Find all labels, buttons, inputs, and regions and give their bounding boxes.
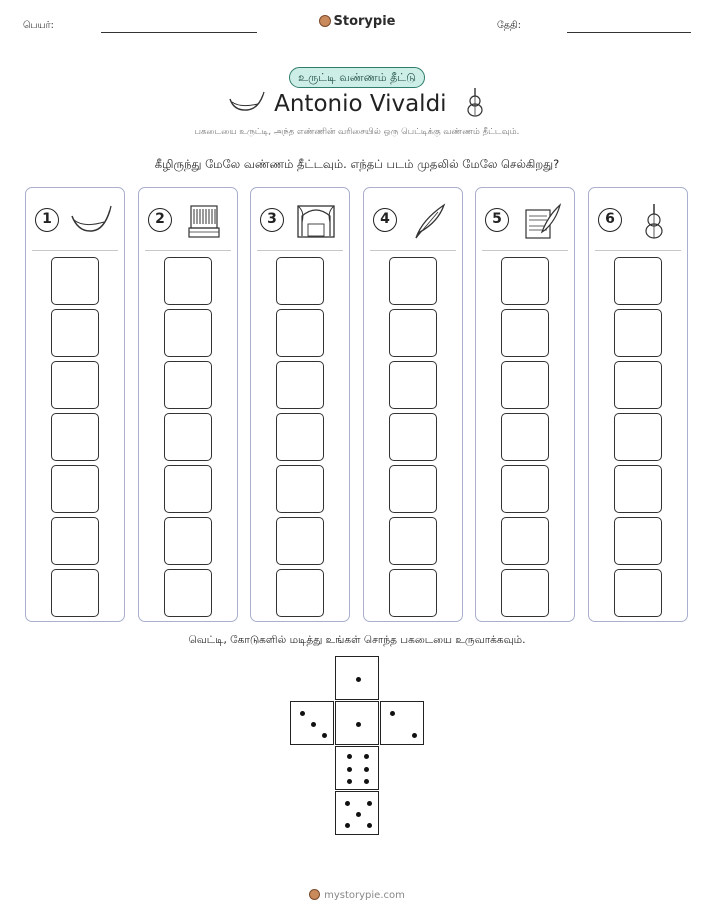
dice-pip (356, 677, 361, 682)
column-divider (145, 250, 231, 251)
dice-pip (347, 767, 352, 772)
date-label: தேதி: (497, 20, 521, 31)
dice-pip (322, 733, 327, 738)
color-box[interactable] (276, 361, 324, 409)
column-divider (32, 250, 118, 251)
color-box[interactable] (501, 257, 549, 305)
column-6 (588, 187, 688, 622)
color-box[interactable] (501, 413, 549, 461)
column-divider (257, 250, 343, 251)
color-box[interactable] (276, 257, 324, 305)
dice-pip (367, 801, 372, 806)
color-box[interactable] (389, 569, 437, 617)
column-number: 5 (485, 208, 509, 232)
dice-pip (364, 779, 369, 784)
dice-face-1 (335, 656, 379, 700)
title-text: Antonio Vivaldi (274, 91, 447, 117)
dice-pip (345, 801, 350, 806)
dice-pip (412, 733, 417, 738)
column-divider (482, 250, 568, 251)
column-number: 6 (598, 208, 622, 232)
color-box[interactable] (164, 465, 212, 513)
footer (0, 889, 714, 901)
color-box[interactable] (51, 309, 99, 357)
color-box[interactable] (389, 413, 437, 461)
color-box[interactable] (164, 569, 212, 617)
color-box[interactable] (501, 309, 549, 357)
column-2 (138, 187, 238, 622)
color-box[interactable] (389, 257, 437, 305)
color-box[interactable] (501, 569, 549, 617)
color-box[interactable] (276, 517, 324, 565)
page-title (0, 87, 714, 117)
color-box[interactable] (164, 413, 212, 461)
color-box[interactable] (501, 361, 549, 409)
date-field-line[interactable] (567, 32, 691, 33)
bear-footer-icon (309, 889, 320, 900)
column-divider (370, 250, 456, 251)
dice-pip (356, 812, 361, 817)
theater-stage-icon (295, 202, 337, 240)
subtitle: பகடையை உருட்டி, அந்த எண்ணின் வரிசையில் ஒரு பெட்டிக்கு வண்ணம் தீட்டவும். (194, 127, 520, 137)
column-number: 4 (373, 208, 397, 232)
dice-pip (311, 722, 316, 727)
column-4 (363, 187, 463, 622)
dice-pip (364, 767, 369, 772)
dice-net (290, 656, 424, 836)
dice-face-6 (335, 746, 379, 790)
color-box[interactable] (614, 309, 662, 357)
dice-pip (300, 711, 305, 716)
color-box[interactable] (614, 361, 662, 409)
gondola-icon (228, 91, 266, 115)
dice-pip (347, 779, 352, 784)
violin-icon (633, 202, 675, 240)
color-box[interactable] (51, 413, 99, 461)
activity-badge: உருட்டி வண்ணம் தீட்டு (289, 67, 425, 88)
color-box[interactable] (614, 257, 662, 305)
color-box[interactable] (51, 361, 99, 409)
column-number: 2 (148, 208, 172, 232)
gondola-icon (70, 202, 112, 240)
color-box[interactable] (276, 309, 324, 357)
dice-pip (364, 754, 369, 759)
quill-feather-icon (408, 202, 450, 240)
dice-pip (390, 711, 395, 716)
footer-url: mystorypie.com (324, 890, 405, 901)
bear-logo-icon (319, 15, 331, 27)
column-1 (25, 187, 125, 622)
violin-icon (464, 87, 486, 117)
color-box[interactable] (389, 309, 437, 357)
dice-face-2 (380, 701, 424, 745)
column-number: 1 (35, 208, 59, 232)
column-5 (475, 187, 575, 622)
dice-face-1 (335, 701, 379, 745)
color-box[interactable] (389, 465, 437, 513)
color-box[interactable] (164, 257, 212, 305)
name-label: பெயர்: (23, 20, 54, 31)
color-box[interactable] (389, 517, 437, 565)
dice-face-3 (290, 701, 334, 745)
color-box[interactable] (614, 465, 662, 513)
color-box[interactable] (276, 569, 324, 617)
column-3 (250, 187, 350, 622)
sheet-music-quill-icon (520, 202, 562, 240)
dice-pip (367, 823, 372, 828)
color-box[interactable] (51, 465, 99, 513)
name-field-line[interactable] (101, 32, 257, 33)
color-box[interactable] (51, 569, 99, 617)
color-box[interactable] (276, 465, 324, 513)
question: கீழிருந்து மேலே வண்ணம் தீட்டவும். எந்தப் படம் முதலில் மேலே செல்கிறது? (154, 157, 560, 171)
color-box[interactable] (614, 517, 662, 565)
dice-pip (345, 823, 350, 828)
dice-pip (347, 754, 352, 759)
dice-instruction: வெட்டி, கோடுகளில் மடித்து உங்கள் சொந்த பகடையை உருவாக்கவும். (188, 634, 526, 646)
color-box[interactable] (614, 569, 662, 617)
logo-text: Storypie (333, 14, 396, 29)
storypie-logo (0, 14, 714, 29)
color-box[interactable] (276, 413, 324, 461)
color-box[interactable] (164, 361, 212, 409)
color-box[interactable] (389, 361, 437, 409)
color-box[interactable] (501, 465, 549, 513)
color-box[interactable] (501, 517, 549, 565)
column-divider (595, 250, 681, 251)
color-box[interactable] (164, 517, 212, 565)
dice-face-5 (335, 791, 379, 835)
column-number: 3 (260, 208, 284, 232)
dice-pip (356, 722, 361, 727)
color-box[interactable] (51, 257, 99, 305)
pipe-organ-icon (183, 202, 225, 240)
color-box[interactable] (614, 413, 662, 461)
color-box[interactable] (51, 517, 99, 565)
color-box[interactable] (164, 309, 212, 357)
